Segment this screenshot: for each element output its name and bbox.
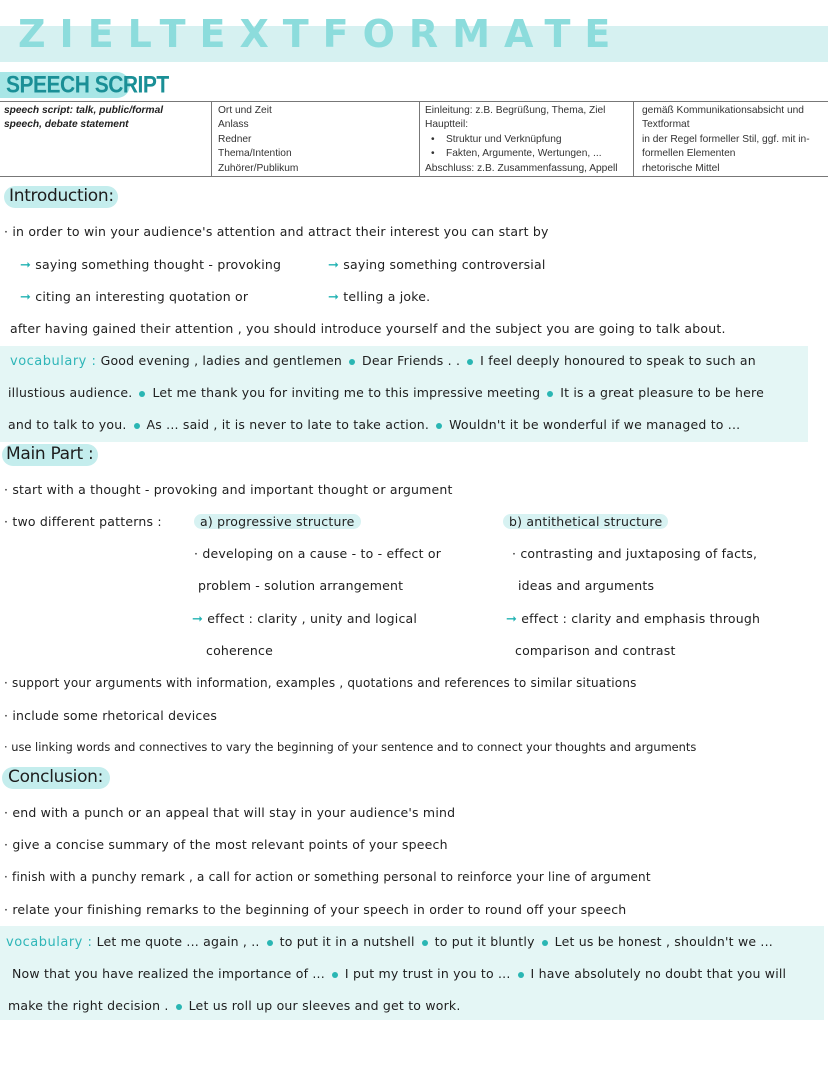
conclusion-vocab-line: vocabulary : Let me quote ... again , .. to put it in a nutshell to put it bluntly Let us be honest , shouldn't we ... <box>6 934 773 950</box>
bullet-dot-icon <box>422 940 428 946</box>
bullet-dot-icon <box>542 940 548 946</box>
conclusion-line: · end with a punch or an appeal that will stay in your audience's mind <box>4 805 456 820</box>
patterns-label: · two different patterns : <box>4 514 162 529</box>
bullet-dot-icon <box>467 359 473 365</box>
table-col-structure: Einleitung: z.B. Begrüßung, Thema, Ziel Hauptteil: • Struktur und Verknüpfung • Fakten, Argumente, Wertungen, ... Abschluss: z.B. Zusammenfassung, Appell <box>419 102 633 176</box>
arrow-right-icon: ➞ <box>506 612 518 627</box>
pattern-b-line: · contrasting and juxtaposing of facts, <box>512 546 758 561</box>
conclusion-vocab-line: Now that you have realized the importance of ... I put my trust in you to ... I have absolutely no doubt that you will <box>12 966 787 981</box>
main-heading: Main Part : <box>6 444 94 464</box>
pattern-a-effect: ➞ effect : clarity , unity and logical <box>192 611 418 627</box>
arrow-right-icon: ➞ <box>20 290 32 305</box>
pattern-a-line: · developing on a cause - to - effect or <box>194 546 442 561</box>
intro-vocab-line: vocabulary : Good evening , ladies and gentlemen Dear Friends . . I feel deeply honoured to speak to such an <box>10 353 756 369</box>
main-line: · include some rhetorical devices <box>4 708 218 723</box>
main-line: · support your arguments with information, examples , quotations and references to similar situations <box>4 676 637 690</box>
pattern-b-effect: ➞ effect : clarity and emphasis through <box>506 611 761 627</box>
page-title: ZIELTEXTFORMATE <box>18 12 625 56</box>
bullet-dot-icon <box>436 423 442 429</box>
main-line: · start with a thought - provoking and important thought or argument <box>4 482 453 497</box>
pattern-a-line: problem - solution arrangement <box>198 578 404 593</box>
bullet-dot-icon <box>176 1004 182 1010</box>
conclusion-line: · relate your finishing remarks to the beginning of your speech in order to round off your speech <box>4 902 627 917</box>
pattern-a-title: a) progressive structure <box>194 514 361 529</box>
bullet-dot-icon <box>349 359 355 365</box>
intro-line: after having gained their attention , you should introduce yourself and the subject you are going to talk about. <box>10 321 726 336</box>
bullet-dot-icon <box>134 423 140 429</box>
conclusion-vocab-line: make the right decision . Let us roll up our sleeves and get to work. <box>8 998 461 1013</box>
pattern-b-line: comparison and contrast <box>515 643 676 658</box>
table-col-textformat: speech script: talk, public/formal speech, debate statement <box>4 105 164 131</box>
vocab-label: vocabulary : <box>10 354 97 369</box>
table-col-style: gemäß Kommunikationsabsicht und Textformat in der Regel formeller Stil, ggf. mit in- formellen Elementen rhetorische Mittel <box>633 102 828 176</box>
overview-table <box>0 101 828 177</box>
conclusion-line: · give a concise summary of the most relevant points of your speech <box>4 837 448 852</box>
pattern-b-line: ideas and arguments <box>518 578 655 593</box>
bullet-dot-icon <box>332 972 338 978</box>
section-subtitle: SPEECH SCRIPT <box>6 72 169 99</box>
intro-option: ➞ citing an interesting quotation or <box>20 289 249 305</box>
intro-option: ➞ telling a joke. <box>328 289 431 305</box>
bullet-dot-icon <box>139 391 145 397</box>
bullet-dot-icon <box>547 391 553 397</box>
vocab-label: vocabulary : <box>6 935 93 950</box>
arrow-right-icon: ➞ <box>192 612 204 627</box>
main-line: · use linking words and connectives to vary the beginning of your sentence and to connect your thoughts and arguments <box>4 740 697 754</box>
arrow-right-icon: ➞ <box>20 258 32 273</box>
pattern-a-line: coherence <box>206 643 273 658</box>
conclusion-heading: Conclusion: <box>8 767 104 787</box>
intro-vocab-line: and to talk to you. As ... said , it is never to late to take action. Wouldn't it be wonderful if we managed to ... <box>8 417 741 432</box>
intro-line: · in order to win your audience's attention and attract their interest you can start by <box>4 224 549 239</box>
intro-heading: Introduction: <box>9 186 114 206</box>
bullet-dot-icon <box>518 972 524 978</box>
table-col-situation: Ort und Zeit Anlass Redner Thema/Intention Zuhörer/Publikum <box>211 102 419 176</box>
intro-vocab-line: illustious audience. Let me thank you for inviting me to this impressive meeting It is a great pleasure to be here <box>8 385 765 400</box>
pattern-b-title: b) antithetical structure <box>503 514 668 529</box>
conclusion-line: · finish with a punchy remark , a call for action or something personal to reinforce your line of argument <box>4 870 651 884</box>
arrow-right-icon: ➞ <box>328 290 340 305</box>
arrow-right-icon: ➞ <box>328 258 340 273</box>
bullet-dot-icon <box>267 940 273 946</box>
intro-option: ➞ saying something controversial <box>328 257 546 273</box>
intro-option: ➞ saying something thought - provoking <box>20 257 282 273</box>
